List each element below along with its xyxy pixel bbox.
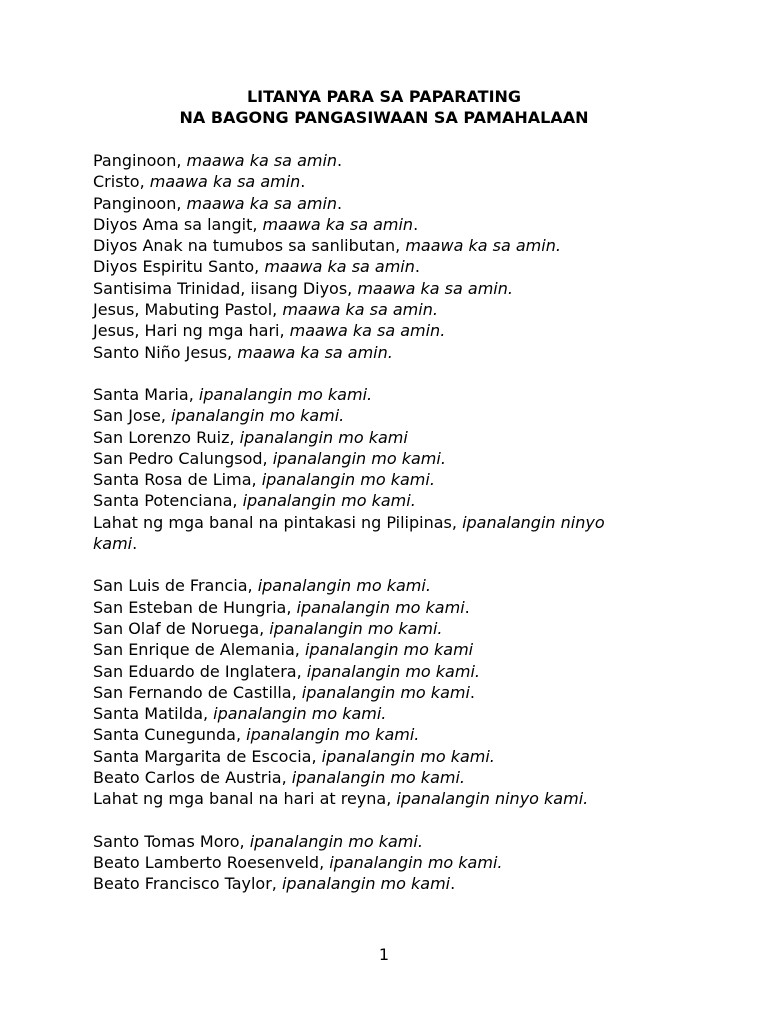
litany-line bbox=[93, 490, 693, 511]
litany-line bbox=[93, 746, 693, 767]
litany-line bbox=[93, 597, 693, 618]
line-tail: . bbox=[464, 597, 470, 617]
response-text: ipanalangin mo kami bbox=[281, 874, 451, 894]
invocation-text: Beato Carlos de Austria, bbox=[93, 768, 292, 788]
litany-line bbox=[93, 214, 693, 235]
response-text: maawa ka sa amin. bbox=[282, 300, 438, 320]
response-text: maawa ka sa amin bbox=[186, 151, 338, 170]
response-text: ipanalangin mo kami. bbox=[213, 704, 387, 724]
litany-section bbox=[93, 384, 693, 554]
litany-line bbox=[93, 831, 693, 852]
response-text: ipanalangin mo kami. bbox=[198, 384, 373, 404]
litany-line bbox=[93, 256, 693, 277]
response-text: maawa ka sa amin bbox=[186, 193, 338, 213]
litany-line bbox=[93, 150, 693, 171]
response-text: ipanalangin mo kami bbox=[301, 682, 470, 702]
response-text: ipanalangin mo kami. bbox=[329, 852, 503, 872]
line-tail: . bbox=[414, 257, 420, 277]
invocation-text: Santa Maria, bbox=[93, 384, 199, 404]
litany-line bbox=[93, 512, 693, 533]
invocation-text: Santo Tomas Moro, bbox=[93, 831, 250, 851]
invocation-text: Diyos Anak na tumubos sa sanlibutan, bbox=[93, 236, 406, 256]
invocation-text: Lahat ng mga banal na pintakasi ng Pilipinas, bbox=[93, 512, 463, 532]
response-text: ipanalangin mo kami bbox=[239, 427, 408, 447]
response-text: ipanalangin mo kami bbox=[304, 640, 474, 660]
invocation-text: Diyos Espiritu Santo, bbox=[93, 257, 265, 277]
invocation-text: Jesus, Hari ng mga hari, bbox=[93, 321, 290, 341]
litany-line bbox=[93, 427, 693, 448]
litany-line bbox=[93, 384, 693, 405]
litany-line bbox=[93, 873, 693, 894]
litany-line bbox=[93, 342, 693, 363]
response-text: ipanalangin mo kami bbox=[296, 597, 465, 617]
response-text: ipanalangin mo kami. bbox=[269, 618, 443, 638]
litany-section bbox=[93, 575, 693, 809]
litany-line bbox=[93, 767, 693, 788]
response-text: ipanalangin mo kami. bbox=[246, 725, 420, 745]
line-tail: . bbox=[337, 151, 343, 170]
line-tail: . bbox=[450, 874, 456, 894]
invocation-text: Santo Niño Jesus, bbox=[93, 342, 238, 362]
line-tail: . bbox=[469, 682, 475, 702]
response-text: ipanalangin mo kami. bbox=[291, 768, 465, 788]
invocation-text: Beato Francisco Taylor, bbox=[93, 874, 282, 894]
invocation-text: Panginoon, bbox=[93, 151, 187, 170]
litany-section bbox=[93, 150, 693, 363]
litany-line bbox=[93, 788, 693, 809]
response-text: maawa ka sa amin. bbox=[237, 342, 393, 362]
line-tail: . bbox=[413, 214, 419, 234]
litany-line bbox=[93, 724, 693, 745]
response-text: ipanalangin mo kami. bbox=[171, 406, 345, 426]
invocation-text: Santa Cunegunda, bbox=[93, 725, 247, 745]
litany-body bbox=[93, 150, 693, 916]
litany-line bbox=[93, 639, 693, 660]
invocation-text: San Lorenzo Ruiz, bbox=[93, 427, 240, 447]
invocation-text: San Esteban de Hungria, bbox=[93, 597, 297, 617]
line-tail: . bbox=[132, 534, 138, 554]
title-line-1: LITANYA PARA SA PAPARATING bbox=[246, 87, 522, 106]
invocation-text: Panginoon, bbox=[93, 193, 187, 213]
response-text: maawa ka sa amin. bbox=[289, 321, 446, 341]
litany-line bbox=[93, 469, 693, 490]
litany-line bbox=[93, 235, 693, 256]
response-text: ipanalangin mo kami. bbox=[272, 448, 446, 468]
response-text: kami bbox=[93, 534, 133, 554]
litany-line bbox=[93, 320, 693, 341]
invocation-text: San Pedro Calungsod, bbox=[93, 448, 273, 468]
litany-line bbox=[93, 448, 693, 469]
response-text: ipanalangin mo kami. bbox=[321, 746, 495, 766]
invocation-text: San Olaf de Noruega, bbox=[93, 618, 270, 638]
response-text: ipanalangin mo kami. bbox=[242, 491, 416, 511]
litany-line bbox=[93, 299, 693, 320]
invocation-text: Cristo, bbox=[93, 172, 150, 192]
litany-line bbox=[93, 575, 693, 596]
litany-line bbox=[93, 618, 693, 639]
response-text: ipanalangin ninyo bbox=[462, 512, 605, 532]
response-text: ipanalangin mo kami. bbox=[306, 661, 480, 681]
response-text: maawa ka sa amin bbox=[149, 172, 301, 192]
invocation-text: San Eduardo de Inglatera, bbox=[93, 661, 307, 681]
litany-line bbox=[93, 533, 693, 554]
litany-line bbox=[93, 703, 693, 724]
invocation-text: Santa Matilda, bbox=[93, 704, 214, 724]
response-text: ipanalangin ninyo kami. bbox=[396, 789, 589, 809]
litany-line bbox=[93, 405, 693, 426]
response-text: maawa ka sa amin. bbox=[405, 236, 561, 256]
invocation-text: Santa Margarita de Escocia, bbox=[93, 746, 322, 766]
litany-section bbox=[93, 831, 693, 895]
response-text: maawa ka sa amin bbox=[264, 257, 415, 277]
invocation-text: Lahat ng mga banal na hari at reyna, bbox=[93, 789, 397, 809]
invocation-text: Santa Rosa de Lima, bbox=[93, 470, 262, 490]
litany-line bbox=[93, 682, 693, 703]
line-tail: . bbox=[337, 193, 343, 213]
line-tail: . bbox=[300, 172, 306, 192]
response-text: ipanalangin mo kami. bbox=[257, 576, 431, 596]
invocation-text: Jesus, Mabuting Pastol, bbox=[93, 300, 283, 320]
invocation-text: San Enrique de Alemania, bbox=[93, 640, 305, 660]
litany-line bbox=[93, 193, 693, 214]
invocation-text: Santisima Trinidad, iisang Diyos, bbox=[93, 278, 358, 298]
invocation-text: San Luis de Francia, bbox=[93, 576, 258, 596]
response-text: maawa ka sa amin bbox=[262, 214, 414, 234]
litany-line bbox=[93, 661, 693, 682]
litany-line bbox=[93, 171, 693, 192]
document-title bbox=[0, 86, 768, 128]
page-number: 1 bbox=[378, 945, 390, 964]
response-text: maawa ka sa amin. bbox=[357, 278, 513, 298]
invocation-text: Beato Lamberto Roesenveld, bbox=[93, 852, 330, 872]
invocation-text: San Fernando de Castilla, bbox=[93, 682, 302, 702]
invocation-text: Santa Potenciana, bbox=[93, 491, 243, 511]
title-line-2: NA BAGONG PANGASIWAAN SA PAMAHALAAN bbox=[179, 108, 589, 127]
litany-line bbox=[93, 852, 693, 873]
invocation-text: San Jose, bbox=[93, 406, 172, 426]
response-text: ipanalangin mo kami. bbox=[261, 470, 435, 490]
litany-line bbox=[93, 278, 693, 299]
invocation-text: Diyos Ama sa langit, bbox=[93, 214, 263, 234]
response-text: ipanalangin mo kami. bbox=[249, 831, 423, 851]
